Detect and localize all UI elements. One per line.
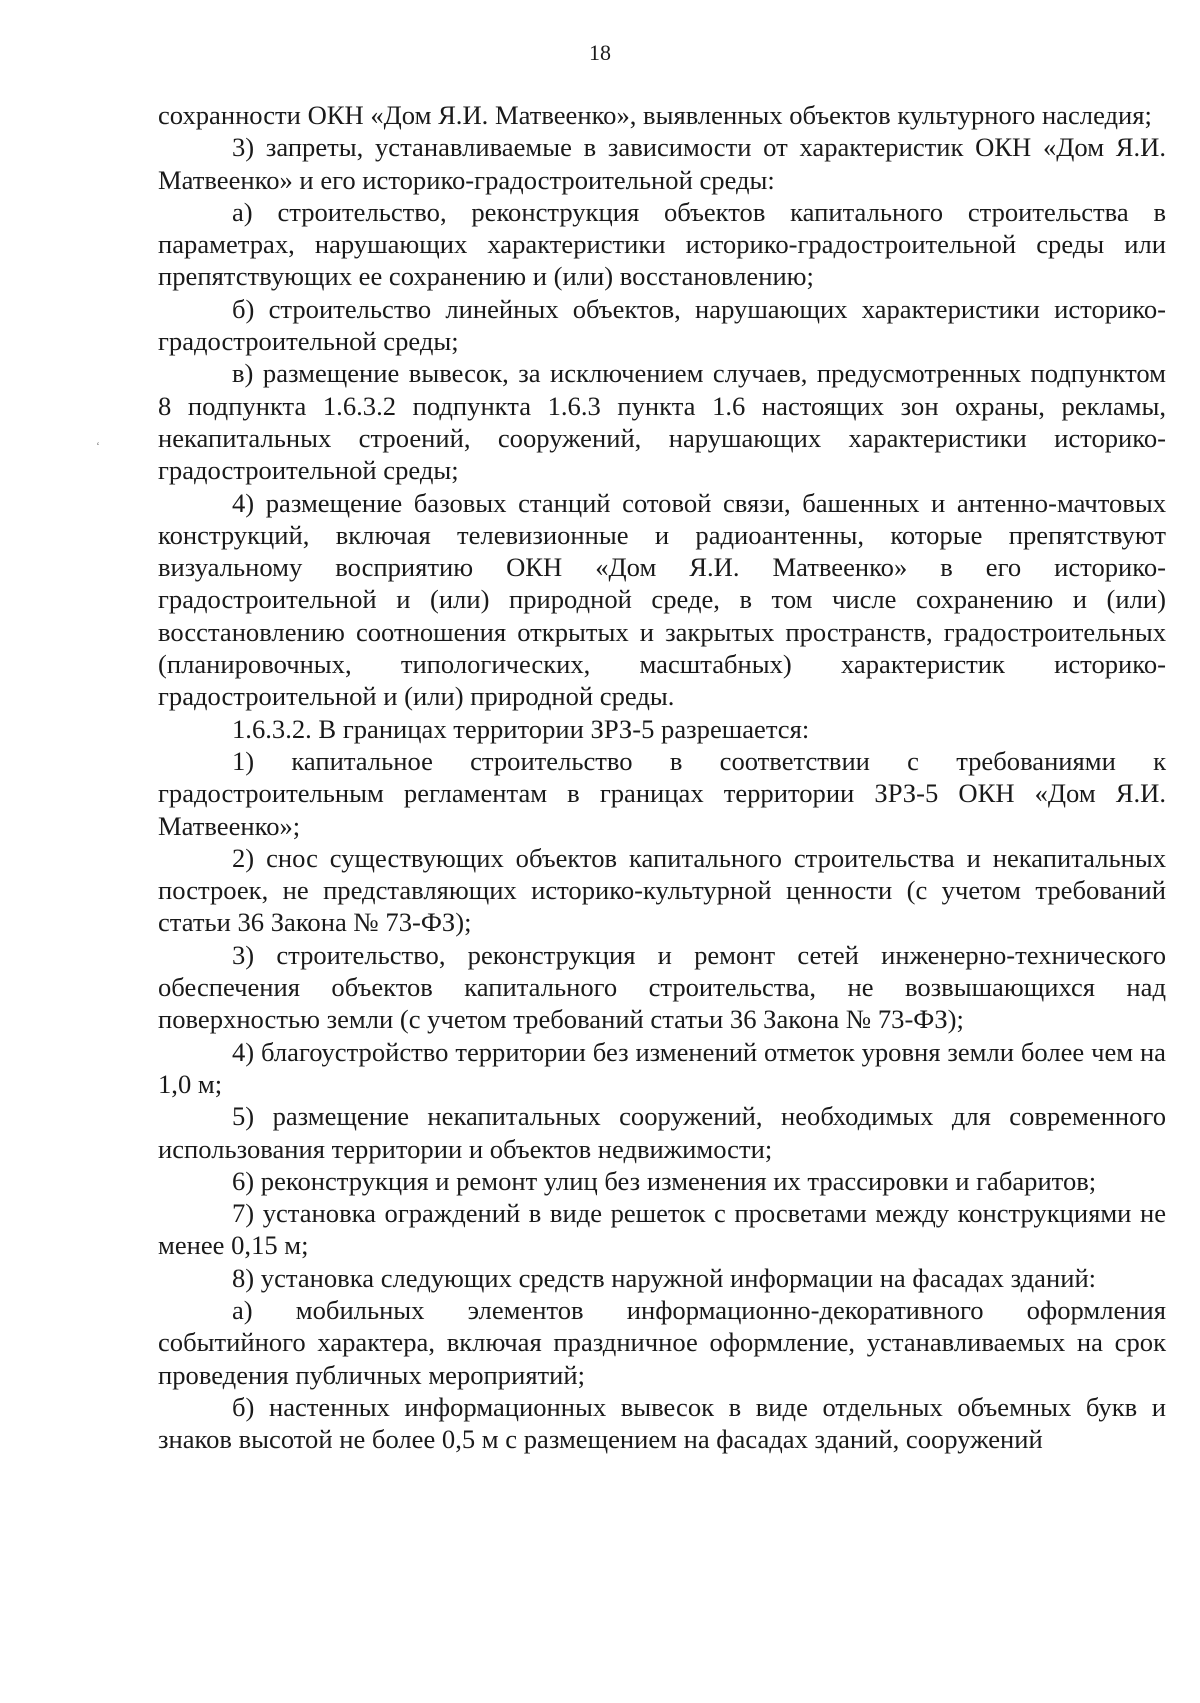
page-number: 18 [589,40,611,65]
paragraph: а) строительство, реконструкция объектов капитального строительства в параметрах, нарушающих характеристики историко-градостроительной среды или препятствующих ее сохранению и (или) восстановлению; [158,196,1166,292]
document-body [158,99,1166,1455]
paragraph: б) строительство линейных объектов, нарушающих характеристики историко-градостроительной среды; [158,293,1166,357]
paragraph: 8) установка следующих средств наружной информации на фасадах зданий: [232,1262,1097,1293]
paragraph: 3) запреты, устанавливаемые в зависимости от характеристик ОКН «Дом Я.И. Матвеенко» и его историко-градостроительной среды: [158,132,1166,195]
paragraph: 2) снос существующих объектов капитального строительства и некапитальных построек, не представляющих историко-культурной ценности (с учетом требований статьи 36 Закона № 73-ФЗ); [158,842,1166,938]
section-heading: 1.6.3.2. В границах территории ЗРЗ-5 разрешается: [232,713,810,744]
paragraph: б) настенных информационных вывесок в виде отдельных объемных букв и знаков высотой не более 0,5 м с размещением на фасадах зданий, сооружений [158,1391,1166,1455]
paragraph: в) размещение вывесок, за исключением случаев, предусмотренных подпунктом 8 подпункта 1.6.3.2 подпункта 1.6.3 пункта 1.6 настоящих зон охраны, рекламы, некапитальных строений, сооружений, нарушающих характеристики историко-градостроительной среды; [158,358,1166,486]
paragraph: 5) размещение некапитальных сооружений, необходимых для современного использования территории и объектов недвижимости; [158,1101,1166,1164]
paragraph: 6) реконструкция и ремонт улиц без изменения их трассировки и габаритов; [232,1165,1097,1196]
paragraph: 4) размещение базовых станций сотовой связи, башенных и антенно-мачтовых конструкций, включая телевизионные и радиоантенны, которые препятствуют визуальному восприятию ОКН «Дом Я.И. Матвеенко» в его историко-градостроительной и (или) природной среде, в том числе сохранению и (или) восстановлению соотношения открытых и закрытых пространств, градостроительных (планировочных, типологических, масштабных) характеристик историко-градостроительной и (или) природной среды. [158,487,1166,712]
paragraph: а) мобильных элементов информационно-декоративного оформления событийного характера, включая праздничное оформление, устанавливаемых на срок проведения публичных мероприятий; [158,1294,1166,1390]
margin-mark: ‘ [96,439,100,453]
paragraph: 1) капитальное строительство в соответствии с требованиями к градостроительным регламентам в границах территории ЗРЗ-5 ОКН «Дом Я.И. Матвеенко»; [158,745,1166,841]
paragraph: 7) установка ограждений в виде решеток с просветами между конструкциями не менее 0,15 м; [158,1198,1166,1261]
paragraph: 4) благоустройство территории без изменений отметок уровня земли более чем на 1,0 м; [158,1036,1166,1099]
paragraph: сохранности ОКН «Дом Я.И. Матвеенко», выявленных объектов культурного наследия; [158,100,1152,130]
paragraph: 3) строительство, реконструкция и ремонт сетей инженерно-технического обеспечения объектов капитального строительства, не возвышающихся над поверхностью земли (с учетом требований статьи 36 Закона № 73-ФЗ); [158,939,1166,1035]
